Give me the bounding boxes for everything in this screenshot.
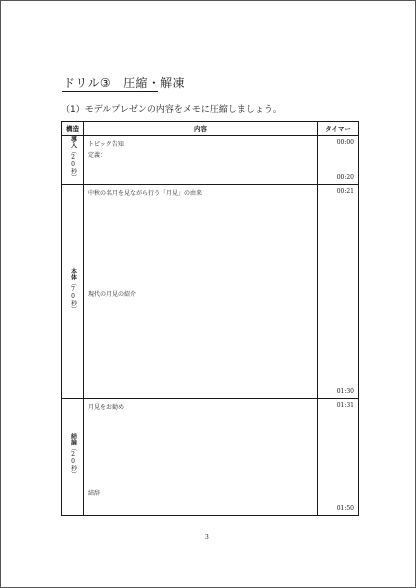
table-row-intro bbox=[62, 136, 359, 185]
timer-cell-conclusion bbox=[318, 399, 359, 516]
content-line: 月見をお勧め bbox=[88, 404, 125, 411]
table-row-conclusion bbox=[62, 399, 359, 516]
page-number: 3 bbox=[205, 534, 209, 541]
content-cell-intro[interactable] bbox=[84, 136, 318, 185]
content-line: 定義： bbox=[88, 152, 107, 159]
header-content: 内容 bbox=[84, 122, 318, 136]
content-cell-conclusion[interactable] bbox=[84, 399, 318, 516]
timer-end: 00:20 bbox=[336, 174, 354, 181]
section-name: 本体 bbox=[69, 267, 77, 280]
section-name: 導入 bbox=[69, 136, 77, 148]
timer-cell-body bbox=[318, 185, 359, 399]
section-duration: （20秒） bbox=[69, 445, 77, 477]
content-line: 現代の月見の紹介 bbox=[88, 291, 137, 298]
timer-start: 00:21 bbox=[336, 188, 354, 195]
content-cell-body[interactable] bbox=[84, 185, 318, 399]
page-title: ドリル③ 圧縮・解凍 bbox=[63, 76, 185, 90]
timer-start: 01:31 bbox=[336, 402, 354, 409]
section-name: 結論 bbox=[69, 433, 77, 445]
header-structure: 構造 bbox=[62, 122, 84, 136]
timer-end: 01:30 bbox=[336, 388, 354, 395]
section-label-body bbox=[62, 185, 84, 399]
section-duration: （70秒） bbox=[69, 279, 77, 312]
section-duration: （20秒） bbox=[69, 148, 77, 180]
table-row-body bbox=[62, 185, 359, 399]
section-label-conclusion bbox=[62, 399, 84, 516]
content-line: 中秋の名月を見ながら行う「月見」の由来 bbox=[88, 190, 203, 197]
content-line: 結辞 bbox=[88, 490, 101, 497]
timer-end: 01:50 bbox=[336, 505, 354, 512]
title-underline bbox=[62, 91, 158, 92]
instruction-text: （1）モデルプレゼンの内容をメモに圧縮しましょう。 bbox=[61, 105, 282, 115]
section-label-intro bbox=[62, 136, 84, 185]
timer-cell-intro bbox=[318, 136, 359, 185]
table-header-row bbox=[62, 122, 359, 136]
memo-table bbox=[61, 121, 359, 516]
header-timer: タイマー bbox=[318, 122, 359, 136]
content-line: トピック告知 bbox=[88, 141, 124, 148]
timer-start: 00:00 bbox=[336, 139, 354, 146]
